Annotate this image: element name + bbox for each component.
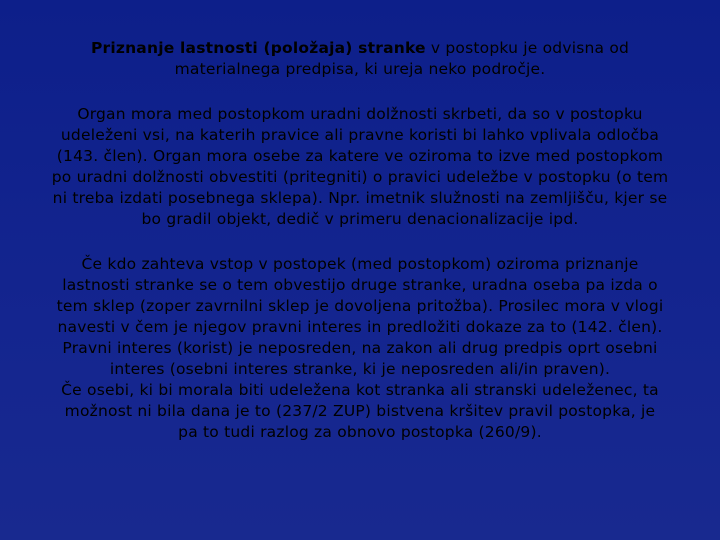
paragraph-entry-request: Če kdo zahteva vstop v postopek (med postopkom) oziroma priznanje lastnosti stranke se o tem obvestijo druge stranke, uradna oseba pa izda o tem sklep (zoper zavrnilni sklep je dovoljena pritožba). Prosilec mora v vlogi navesti v čem je njegov pravni interes in predložiti dokaze za to (142. člen). Pravni interes (korist) je neposreden, na zakon ali drug predpis oprt osebni interes (osebni interes stranke, ki je neposreden ali/in praven). Če osebi, ki bi morala biti udeležena kot stranka ali stranski udeleženec, ta možnost ni bila dana je to (237/2 ZUP) bistvena kršitev pravil postopka, je pa to tudi razlog za obnovo postopka (260/9). bbox=[56, 255, 664, 441]
paragraph-party-status bbox=[0, 38, 720, 80]
paragraph-lead-rest: v postopku je odvisna od materialnega predpisa, ki ureja neko področje. bbox=[174, 39, 630, 78]
paragraph-organ-duty: Organ mora med postopkom uradni dolžnosti skrbeti, da so v postopku udeleženi vsi, na katerih pravice ali pravne koristi bi lahko vplivala odločba (143. člen). Organ mora osebe za katere ve oziroma to izve med postopkom po uradni dolžnosti obvestiti (pritegniti) o pravici udeležbe v postopku (o tem ni treba izdati posebnega sklepa). Npr. imetnik služnosti na zemljišču, kjer se bo gradil objekt, dedič v primeru denacionalizacije ipd. bbox=[51, 105, 669, 228]
paragraph-lead-bold: Priznanje lastnosti (položaja) stranke bbox=[90, 39, 426, 57]
